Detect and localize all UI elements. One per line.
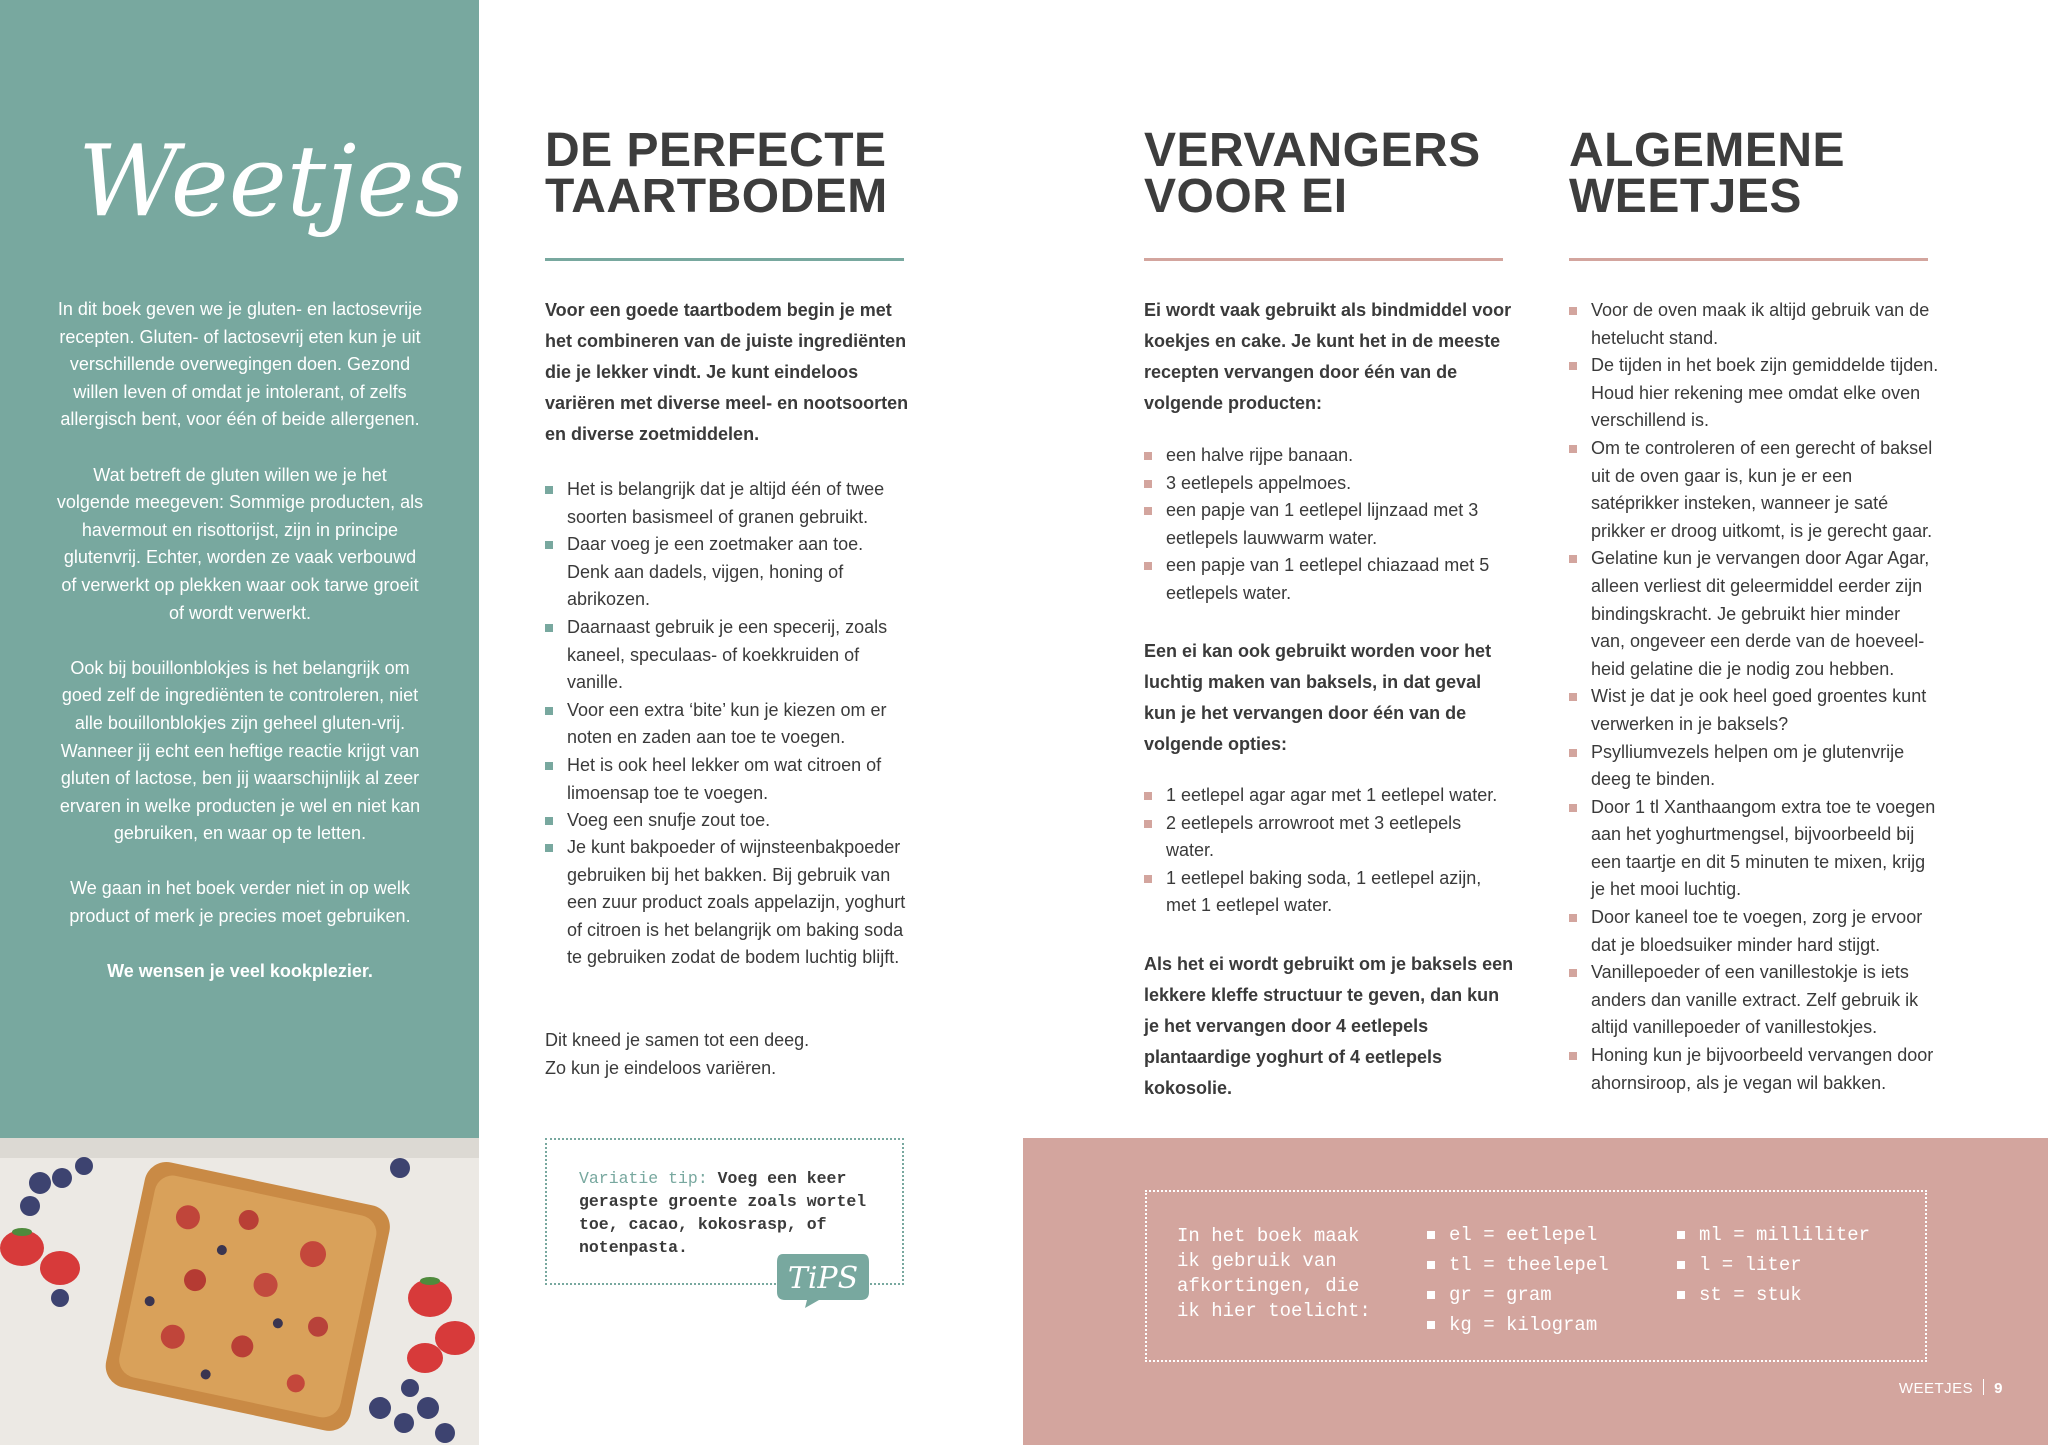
bullet-icon xyxy=(1144,792,1152,800)
bullet-icon xyxy=(1569,693,1577,701)
bullet-icon xyxy=(545,486,553,494)
footer-section: WEETJES xyxy=(1898,1380,1974,1397)
list-item: 2 eetlepels arrowroot met 3 eetlepels water. xyxy=(1144,810,1514,865)
list-item: gr = gram xyxy=(1427,1280,1609,1310)
list-item: Daarnaast gebruik je een specerij, zoals kaneel, speculaas- of koekkruiden of vanille. xyxy=(545,614,910,697)
ei-divider xyxy=(1144,258,1503,261)
abbreviations-lead: In het boek maak ik gebruik van afkortingen, die ik hier toelicht: xyxy=(1177,1225,1371,1322)
bullet-icon xyxy=(1569,969,1577,977)
weetjes-script-title xyxy=(70,95,465,295)
taartbodem-outro-line-2: Zo kun je eindeloos variëren. xyxy=(545,1057,777,1078)
bullet-icon xyxy=(1144,875,1152,883)
list-item: Het is ook heel lekker om wat citroen of limoensap toe te voegen. xyxy=(545,752,910,807)
list-item: Om te controleren of een gerecht of baksel uit de oven gaar is, kun je er een satéprikker insteken, wanneer je saté prikker er droog uitkomt, is je gerecht gaar. xyxy=(1569,435,1939,545)
ei-heading xyxy=(1144,124,1481,223)
algemeen-divider xyxy=(1569,258,1928,261)
algemeen-title-line-2: WEETJES xyxy=(1569,170,1802,223)
list-item: 1 eetlepel agar agar met 1 eetlepel water. xyxy=(1144,782,1514,810)
list-item: Honing kun je bijvoorbeeld vervangen door ahornsiroop, als je vegan wil bakken. xyxy=(1569,1042,1939,1097)
algemeen-title xyxy=(1569,124,1846,223)
bullet-icon xyxy=(545,624,553,632)
ei-lead-1: Ei wordt vaak gebruikt als bindmiddel voor koekjes en cake. Je kunt het in de meeste recepten vervangen door één van de volgende producten: xyxy=(1144,300,1512,413)
list-item: kg = kilogram xyxy=(1427,1310,1609,1340)
tip-label: Variatie tip: xyxy=(579,1169,708,1188)
bullet-icon xyxy=(1144,452,1152,460)
ei-title-line-1: VERVANGERS xyxy=(1144,124,1481,177)
intro-sidebar xyxy=(0,0,479,1138)
list-item: Voeg een snufje zout toe. xyxy=(545,807,910,835)
abbreviations-box xyxy=(1145,1190,1927,1362)
list-item: Wist je dat je ook heel goed groentes kunt verwerken in je baksels? xyxy=(1569,683,1939,738)
bullet-icon xyxy=(1427,1231,1435,1239)
list-item: De tijden in het boek zijn gemiddelde tijden. Houd hier rekening mee omdat elke oven verschillend is. xyxy=(1569,352,1939,435)
list-item: st = stuk xyxy=(1677,1280,1870,1310)
taartbodem-outro xyxy=(545,1027,910,1082)
list-item: Voor de oven maak ik altijd gebruik van de hetelucht stand. xyxy=(1569,297,1939,352)
bullet-icon xyxy=(545,817,553,825)
bullet-icon xyxy=(1427,1291,1435,1299)
list-item: Door kaneel toe te voegen, zorg je ervoor dat je bloedsuiker minder hard stijgt. xyxy=(1569,904,1939,959)
cake-photo-illustration xyxy=(0,1138,479,1445)
intro-text xyxy=(55,296,425,1013)
abbreviations-panel xyxy=(1023,1138,2048,1445)
bullet-icon xyxy=(1569,362,1577,370)
page-footer xyxy=(1899,1379,2003,1397)
bullet-icon xyxy=(1677,1291,1685,1299)
taartbodem-list xyxy=(545,476,910,835)
bullet-icon xyxy=(1569,749,1577,757)
footer-divider xyxy=(1983,1379,1984,1395)
list-item: Voor een extra ‘bite’ kun je kiezen om er noten en zaden aan toe te voegen. xyxy=(545,697,910,752)
bullet-icon xyxy=(1569,914,1577,922)
list-item: l = liter xyxy=(1677,1250,1870,1280)
bullet-icon xyxy=(1427,1261,1435,1269)
ei-list-1 xyxy=(1144,442,1514,608)
list-item: Vanillepoeder of een vanillestokje is iets anders dan vanille extract. Zelf gebruik ik altijd vanillepoeder of vanillestokjes. xyxy=(1569,959,1939,1042)
list-item: een papje van 1 eetlepel lijnzaad met 3 eetlepels lauwwarm water. xyxy=(1144,497,1514,552)
list-item: tl = theelepel xyxy=(1427,1250,1609,1280)
ei-title xyxy=(1144,124,1481,223)
taartbodem-lead: Voor een goede taartbodem begin je met het combineren van de juiste ingrediënten die je lekker vindt. Je kunt eindeloos variëren met diverse meel- en nootsoorten en diverse zoetmiddelen. xyxy=(545,300,909,444)
taartbodem-title-line-2: TAARTBODEM xyxy=(545,170,888,223)
bullet-icon xyxy=(1427,1321,1435,1329)
intro-paragraph-3: Ook bij bouillonblokjes is het belangrijk om goed zelf de ingrediënten te controleren, niet alle bouillonblokjes zijn geheel gluten-vrij. Wanneer jij echt een heftige reactie krijgt van gluten of lactose, ben jij waarschijnlijk al zeer ervaren in welke producten je wel en niet kan gebruiken, en waar op te letten. xyxy=(59,657,421,844)
list-item: ml = milliliter xyxy=(1677,1220,1870,1250)
bullet-icon xyxy=(545,844,553,852)
bullet-icon xyxy=(545,541,553,549)
tips-badge-icon xyxy=(775,1248,871,1310)
bullet-icon xyxy=(1569,555,1577,563)
list-item: 3 eetlepels appelmoes. xyxy=(1144,470,1514,498)
list-item: Gelatine kun je vervangen door Agar Agar, alleen verliest dit geleermiddel eerder zijn bindingskracht. Je gebruikt hier minder van, ongeveer een derde van de hoeveel-heid gelatine die je nodig zou hebben. xyxy=(1569,545,1939,683)
list-item: een papje van 1 eetlepel chiazaad met 5 eetlepels water. xyxy=(1144,552,1514,607)
bullet-icon xyxy=(1569,804,1577,812)
intro-paragraph-2: Wat betreft de gluten willen we je het volgende meegeven: Sommige producten, als havermout en risottorijst, zijn in principe glutenvrij. Echter, worden ze vaak verbouwd of verwerkt op plekken waar ook tarwe groeit of wordt verwerkt. xyxy=(56,464,424,623)
bullet-icon xyxy=(1677,1231,1685,1239)
algemeen-title-line-1: ALGEMENE xyxy=(1569,124,1846,177)
intro-paragraph-4: We gaan in het boek verder niet in op welk product of merk je precies moet gebruiken. xyxy=(69,878,411,927)
bullet-icon xyxy=(1677,1261,1685,1269)
bullet-icon xyxy=(1569,445,1577,453)
abbreviations-list-1 xyxy=(1427,1220,1609,1340)
list-item: Het is belangrijk dat je altijd één of twee soorten basismeel of granen gebruikt. xyxy=(545,476,910,531)
bullet-icon xyxy=(1144,480,1152,488)
bullet-icon xyxy=(1144,820,1152,828)
list-item: 1 eetlepel baking soda, 1 eetlepel azijn, met 1 eetlepel water. xyxy=(1144,865,1514,920)
list-item: Daar voeg je een zoetmaker aan toe. Denk aan dadels, vijgen, honing of abrikozen. xyxy=(545,531,910,614)
tip-text xyxy=(579,1167,869,1259)
cake-photo xyxy=(0,1138,479,1445)
algemeen-heading xyxy=(1569,124,1846,223)
taartbodem-extra-list xyxy=(545,834,910,972)
intro-closing: We wensen je veel kookplezier. xyxy=(107,961,373,982)
ei-lead-3: Als het ei wordt gebruikt om je baksels een lekkere kleffe structuur te geven, dan kun je het vervangen door 4 eetlepels plantaardige yoghurt of 4 eetlepels kokosolie. xyxy=(1144,954,1514,1098)
ei-lead-2: Een ei kan ook gebruikt worden voor het luchtig maken van baksels, in dat geval kun je het vervangen door één van de volgende opties: xyxy=(1144,641,1492,754)
algemeen-list xyxy=(1569,297,1939,1097)
intro-paragraph-1: In dit boek geven we je gluten- en lactosevrije recepten. Gluten- of lactosevrij eten kun je uit verschillende overwegingen doen. Gezond willen leven of omdat je intolerant, of zelfs allergisch bent, voor één of beide allergenen. xyxy=(57,299,423,430)
page-number: 9 xyxy=(1994,1380,2003,1397)
abbreviations-list-2 xyxy=(1677,1220,1870,1310)
bullet-icon xyxy=(1569,307,1577,315)
taartbodem-title xyxy=(545,124,888,223)
taartbodem-divider xyxy=(545,258,904,261)
ei-list-2 xyxy=(1144,782,1514,920)
bullet-icon xyxy=(545,762,553,770)
taartbodem-heading xyxy=(545,124,888,223)
list-item: Psylliumvezels helpen om je glutenvrije deeg te binden. xyxy=(1569,739,1939,794)
list-item: een halve rijpe banaan. xyxy=(1144,442,1514,470)
tip-body: Voeg een keer geraspte groente zoals wortel toe, cacao, kokosrasp, of notenpasta. xyxy=(579,1169,867,1257)
bullet-icon xyxy=(1144,562,1152,570)
list-item: Je kunt bakpoeder of wijnsteenbakpoeder gebruiken bij het bakken. Bij gebruik van een zuur product zoals appelazijn, yoghurt of citroen is het belangrijk om baking soda te gebruiken zodat de bodem luchtig blijft. xyxy=(545,834,910,972)
bullet-icon xyxy=(1144,507,1152,515)
list-item: el = eetlepel xyxy=(1427,1220,1609,1250)
taartbodem-outro-line-1: Dit kneed je samen tot een deeg. xyxy=(545,1030,810,1050)
bullet-icon xyxy=(545,707,553,715)
bullet-icon xyxy=(1569,1052,1577,1060)
ei-title-line-2: VOOR EI xyxy=(1144,170,1348,223)
taartbodem-title-line-1: DE PERFECTE xyxy=(545,124,887,177)
list-item: Door 1 tl Xanthaangom extra toe te voegen aan het yoghurtmengsel, bijvoorbeeld bij een taartje en dit 5 minuten te mixen, krijg je het mooi luchtig. xyxy=(1569,794,1939,904)
tips-badge-text: TiPS xyxy=(787,1261,859,1296)
script-title-text: Weetjes xyxy=(78,125,465,239)
